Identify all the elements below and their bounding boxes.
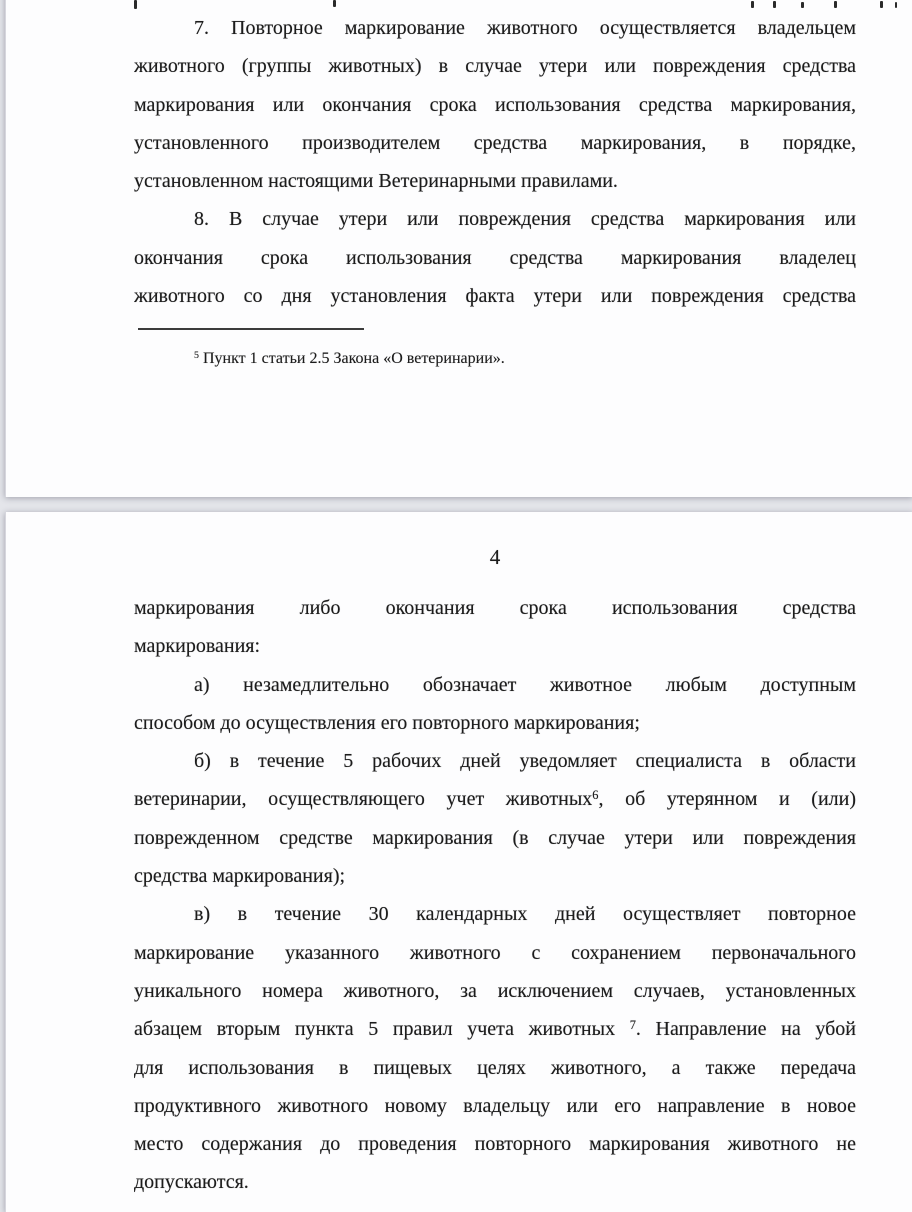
text-line: для использования в пищевых целях животного, а также передача <box>134 1056 856 1079</box>
text-line: маркирования либо окончания срока использования средства <box>134 597 856 619</box>
text-line: маркирование указанного животного с сохранением первоначального <box>134 941 856 964</box>
footnote-line: $^5$ Пункт 1 статьи 2.5 Закона «О ветеринарии». <box>194 350 505 368</box>
text-line: 8. В случае утери или повреждения средства маркирования или <box>194 208 856 231</box>
document-page-previous <box>5 0 912 497</box>
footnote-separator <box>138 328 364 330</box>
text-line: продуктивного животного новому владельцу или его направление в новое <box>134 1094 856 1117</box>
clipped-text-fragments <box>6 0 912 9</box>
text-line: животного со дня установления факта утери или повреждения средства <box>134 285 856 308</box>
footnote-marker: 7 <box>629 1018 636 1033</box>
page-text-column <box>134 9 856 371</box>
document-page-4 <box>5 512 912 1212</box>
footnote-marker: 5 <box>194 350 199 362</box>
text-line: уникального номера животного, за исключением случаев, установленных <box>134 979 856 1002</box>
text-line: установленного производителем средства маркирования, в порядке, <box>134 131 856 154</box>
text-line: ветеринарии, осуществляющего учет животных$^6$, об утерянном и (или) <box>134 788 856 811</box>
text-line: способом до осуществления его повторного маркирования; <box>134 711 640 734</box>
text-line: поврежденном средстве маркирования (в случае утери или повреждения <box>134 826 856 849</box>
text-line: абзацем вторым пункта 5 правил учета животных $^7$. Направление на убой <box>134 1018 856 1041</box>
page-text-column <box>134 589 856 1202</box>
text-line: место содержания до проведения повторного маркирования животного не <box>134 1133 856 1156</box>
text-line: маркирования или окончания срока использования средства маркирования, <box>134 93 856 116</box>
text-line: установленном настоящими Ветеринарными правилами. <box>134 170 618 193</box>
footnote-marker: 6 <box>592 788 599 803</box>
text-line: маркирования: <box>134 635 261 658</box>
text-line: допускаются. <box>134 1171 249 1194</box>
text-line: 7. Повторное маркирование животного осуществляется владельцем <box>194 17 856 39</box>
text-line: в) в течение 30 календарных дней осуществляет повторное <box>194 903 856 926</box>
text-line: окончания срока использования средства маркирования владелец <box>134 246 856 269</box>
text-line: животного (группы животных) в случае утери или повреждения средства <box>134 55 856 78</box>
text-line: б) в течение 5 рабочих дней уведомляет специалиста в области <box>194 750 856 773</box>
text-line: а) незамедлительно обозначает животное любым доступным <box>194 673 856 696</box>
page-number: 4 <box>489 545 501 569</box>
text-line: средства маркирования); <box>134 865 346 888</box>
